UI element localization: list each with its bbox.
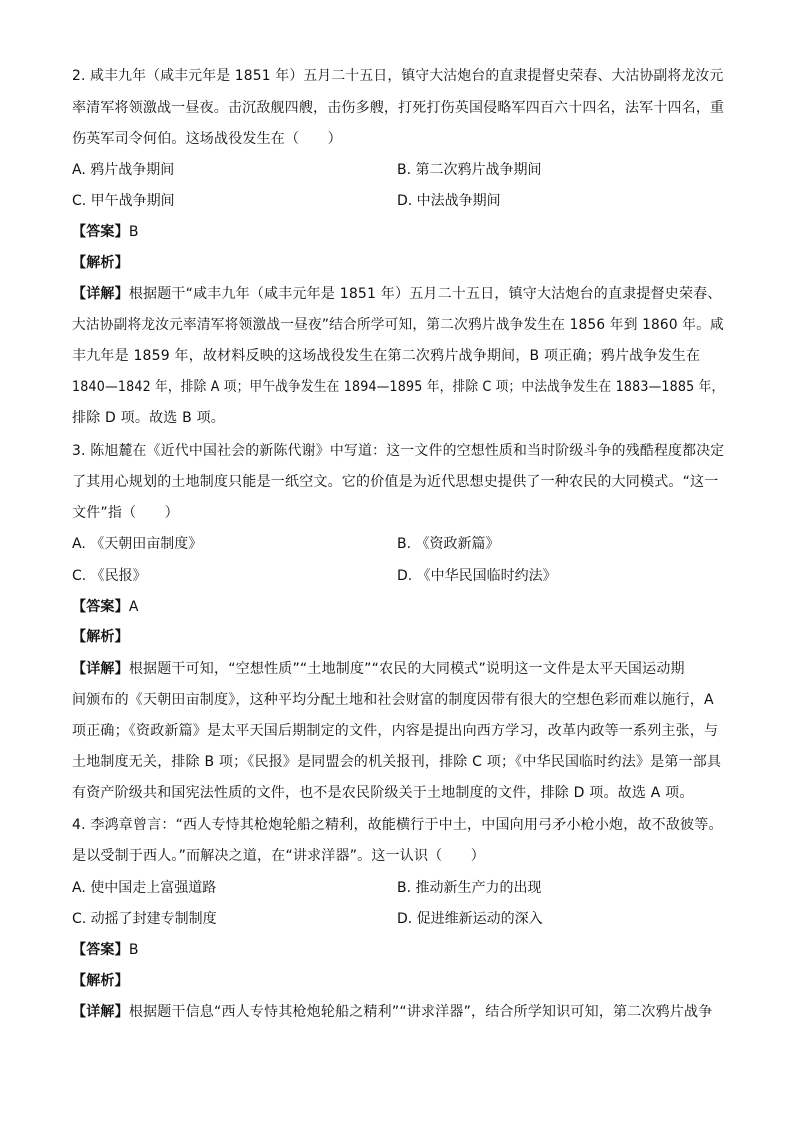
question-2-option-d: D. 中法战争期间 <box>397 193 501 209</box>
question-4-analysis-tag <box>72 971 129 991</box>
question-2-option-c: C. 甲午战争期间 <box>72 193 175 209</box>
question-4-option-b: B. 推动新生产力的出现 <box>397 880 542 896</box>
answer-value: B <box>128 224 139 240</box>
question-3-detail-line-2: 间颁布的《天朝田亩制度》，这种平均分配土地和社会财富的制度因带有很大的空想色彩而难以施行，A <box>72 692 714 708</box>
question-4-option-c: C. 动摇了封建专制制度 <box>72 911 217 927</box>
question-3-option-d: D. 《中华民国临时约法》 <box>397 568 557 584</box>
question-3-option-b: B. 《资政新篇》 <box>397 536 500 552</box>
question-3-stem-line-3: 文件”指（ ） <box>72 505 179 521</box>
question-2-stem-line-3: 伤英军司令何伯。这场战役发生在（ ） <box>72 131 342 147</box>
question-2-stem-line-1: 2. 咸丰九年（咸丰元年是 1851 年）五月二十五日，镇守大沽炮台的直隶提督史荣春、大沽协副将龙汝元 <box>72 68 724 84</box>
question-3-detail-line-1 <box>72 659 685 679</box>
question-2-analysis-tag <box>72 253 129 273</box>
analysis-tag: 【解析】 <box>72 973 129 989</box>
question-3-detail-line-3: 项正确；《资政新篇》是太平天国后期制定的文件，内容是提出向西方学习，改革内政等一系列主张，与 <box>72 723 719 739</box>
analysis-tag: 【解析】 <box>72 255 129 271</box>
analysis-tag: 【解析】 <box>72 629 129 645</box>
detail-text: 根据题干“咸丰九年（咸丰元年是 1851 年）五月二十五日，镇守大沽炮台的直隶提督史荣春、 <box>128 286 722 302</box>
question-3-stem-line-2: 了其用心规划的土地制度只能是一纸空文。它的价值是为近代思想史提供了一种农民的大同模式。“这一 <box>72 474 719 490</box>
answer-value: B <box>128 942 139 958</box>
question-2-detail-line-3: 丰九年是 1859 年，故材料反映的这场战役发生在第二次鸦片战争期间，B 项正确；鸦片战争发生在 <box>72 348 701 364</box>
question-4-detail-line-1 <box>72 1002 712 1022</box>
question-2-detail-line-2: 大沽协副将龙汝元率清军将领激战一昼夜”结合所学可知，第二次鸦片战争发生在 1856 年到 1860 年。咸 <box>72 317 724 333</box>
question-4-option-d: D. 促进维新运动的深入 <box>397 911 543 927</box>
answer-value: A <box>128 599 139 615</box>
question-3-answer <box>72 597 139 617</box>
detail-tag: 【详解】 <box>72 661 129 677</box>
question-4-option-a: A. 使中国走上富强道路 <box>72 880 217 896</box>
answer-tag: 【答案】 <box>72 599 129 615</box>
question-2-option-a: A. 鸦片战争期间 <box>72 162 175 178</box>
question-2-stem-line-2: 率清军将领激战一昼夜。击沉敌舰四艘，击伤多艘，打死打伤英国侵略军四百六十四名，法军十四名，重 <box>72 100 725 116</box>
question-4-stem-line-1: 4. 李鸿章曾言：“西人专恃其枪炮轮船之精利，故能横行于中土，中国向用弓矛小枪小炮，故不敌彼等。 <box>72 817 723 833</box>
detail-tag: 【详解】 <box>72 1004 129 1020</box>
question-4-answer <box>72 940 139 960</box>
question-3-option-c: C. 《民报》 <box>72 568 147 584</box>
question-2-detail-line-4: 1840—1842 年，排除 A 项；甲午战争发生在 1894—1895 年，排除 C 项；中法战争发生在 1883—1885 年， <box>72 379 725 395</box>
detail-text: 根据题干信息“西人专恃其枪炮轮船之精利”“讲求洋器”，结合所学知识可知，第二次鸦片战争 <box>128 1004 713 1020</box>
detail-tag: 【详解】 <box>72 286 129 302</box>
answer-tag: 【答案】 <box>72 224 129 240</box>
question-2-detail-line-5: 排除 D 项。故选 B 项。 <box>72 410 225 426</box>
question-2-answer <box>72 222 139 242</box>
question-2-detail-line-1 <box>72 284 722 304</box>
question-3-option-a: A. 《天朝田亩制度》 <box>72 536 203 552</box>
question-4-stem-line-2: 是以受制于西人。”而解决之道，在“讲求洋器”。这一认识（ ） <box>72 848 485 864</box>
answer-tag: 【答案】 <box>72 942 129 958</box>
question-3-detail-line-4: 土地制度无关，排除 B 项；《民报》是同盟会的机关报刊，排除 C 项；《中华民国临时约法》是第一部具 <box>72 754 722 770</box>
detail-text: 根据题干可知，“空想性质”“土地制度”“农民的大同模式”说明这一文件是太平天国运动期 <box>128 661 685 677</box>
question-3-detail-line-5: 有资产阶级共和国宪法性质的文件，也不是农民阶级关于土地制度的文件，排除 D 项。故选 A 项。 <box>72 785 694 801</box>
question-3-analysis-tag <box>72 627 129 647</box>
question-2-option-b: B. 第二次鸦片战争期间 <box>397 162 542 178</box>
question-3-stem-line-1: 3. 陈旭麓在《近代中国社会的新陈代谢》中写道：这一文件的空想性质和当时阶级斗争的残酷程度都决定 <box>72 443 725 459</box>
